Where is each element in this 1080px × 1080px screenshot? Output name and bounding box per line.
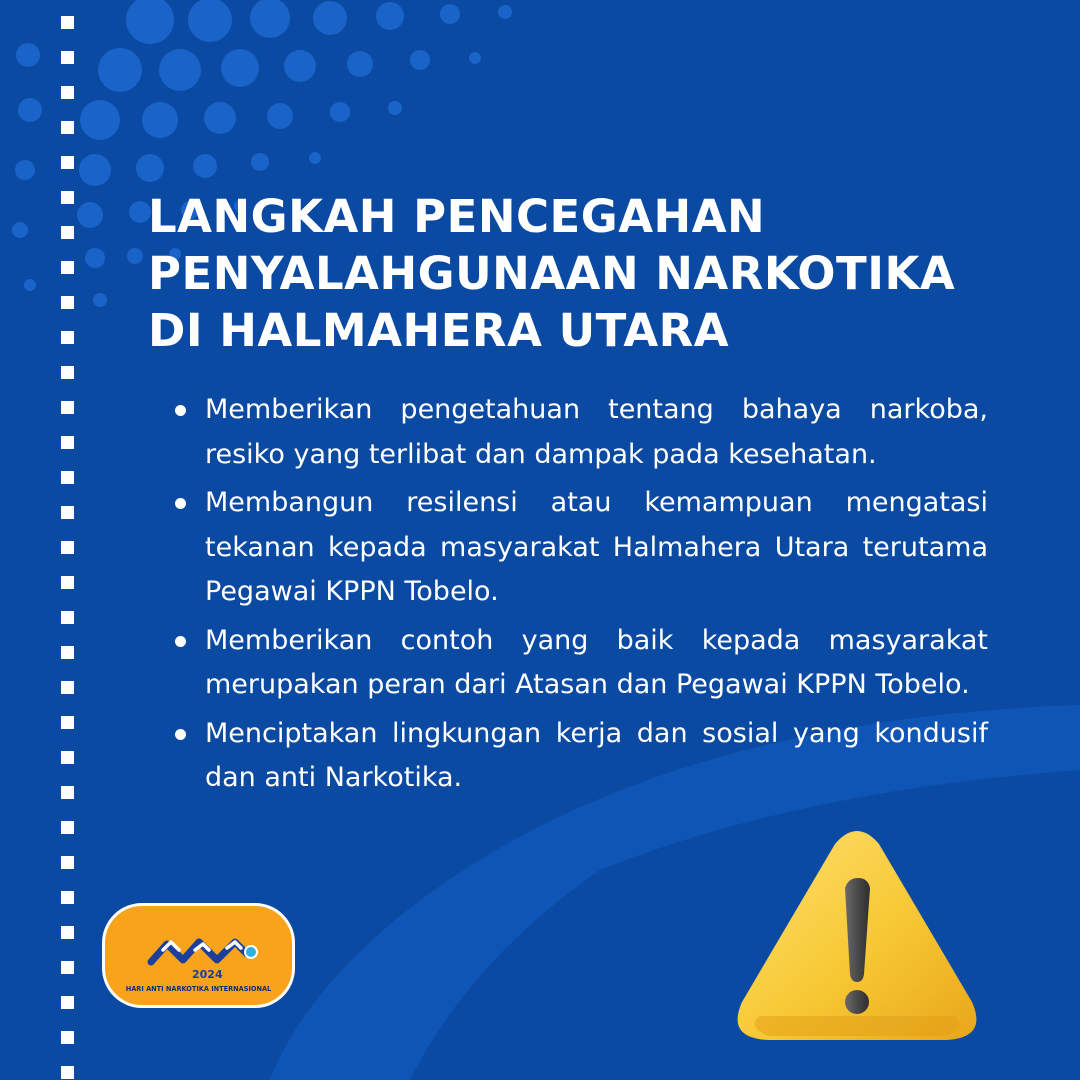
hani-logo-icon [143, 914, 265, 982]
badge-year: 2024 [192, 968, 223, 981]
list-item-text: Membangun resilensi atau kemampuan mengatasi tekanan kepada masyarakat Halmahera Utara terutama Pegawai KPPN Tobelo. [205, 487, 988, 607]
title-line-1: LANGKAH PENCEGAHAN [148, 190, 766, 243]
badge-caption: HARI ANTI NARKOTIKA INTERNASIONAL [125, 984, 272, 993]
list-item [170, 481, 988, 615]
list-item [170, 388, 988, 477]
page-title [148, 188, 1028, 359]
bullet-icon [175, 636, 186, 647]
title-line-3: DI HALMAHERA UTARA [148, 304, 730, 357]
bullet-icon [175, 405, 186, 416]
hani-2024-badge [102, 903, 295, 1008]
title-line-2: PENYALAHGUNAAN NARKOTIKA [148, 247, 956, 300]
bullet-icon [175, 498, 186, 509]
list-item-text: Memberikan contoh yang baik kepada masyarakat merupakan peran dari Atasan dan Pegawai KPPN Tobelo. [205, 624, 988, 700]
list-item-text: Menciptakan lingkungan kerja dan sosial yang kondusif dan anti Narkotika. [205, 717, 988, 793]
list-item-text: Memberikan pengetahuan tentang bahaya narkoba, resiko yang terlibat dan dampak pada kesehatan. [205, 394, 988, 470]
prevention-steps-list [170, 388, 988, 805]
bullet-icon [175, 729, 186, 740]
warning-triangle-icon [732, 826, 982, 1041]
list-item [170, 619, 988, 708]
list-item [170, 712, 988, 801]
